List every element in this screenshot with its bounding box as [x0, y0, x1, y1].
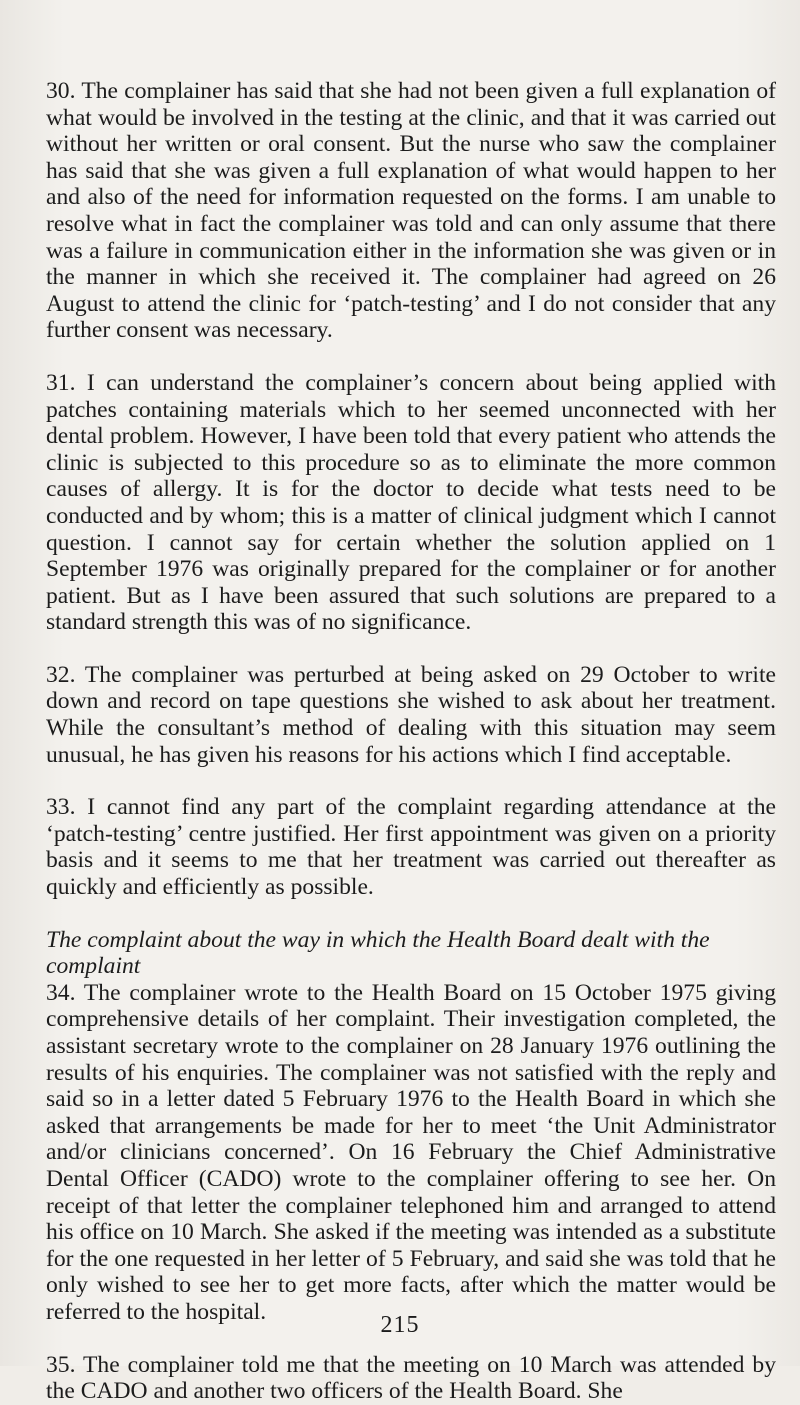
paragraph-33: 33. I cannot find any part of the complaint regarding attendance at the ‘patch-testing’ centre justified. Her first appointment was given on a priority basis and it seems to me that her treatment was carried out thereafter as quickly and efficiently as possible. [46, 794, 776, 901]
page-number: 215 [380, 1312, 420, 1338]
paragraph-32: 32. The complainer was perturbed at being asked on 29 October to write down and record on tape questions she wished to ask about her treatment. While the consultant’s method of dealing with this situation may seem unusual, he has given his reasons for his actions which I find acceptable. [46, 661, 776, 768]
paragraph-gap [46, 636, 776, 662]
section-heading: The complaint about the way in which the Health Board dealt with the complaint [46, 926, 710, 980]
paragraph-34: 34. The complainer wrote to the Health Board on 15 October 1975 giving comprehensive details of her complaint. Their investigation completed, the assistant secretary wrote to the complainer on 28 January 1976 outlining the results of his enquiries. The complainer was not satisfied with the reply and said so in a letter dated 5 February 1976 to the Health Board in which she asked that arrangements be made for her to meet ‘the Unit Administrator and/or clinicians concerned’. On 16 February the Chief Administrative Dental Officer (CADO) wrote to the complainer offering to see her. On receipt of that letter the complainer telephoned him and arranged to attend his office on 10 March. She asked if the meeting was intended as a substitute for the one requested in her letter of 5 February, and said she was told that he only wished to see her to get more facts, after which the matter would be referred to the hospital. [46, 979, 776, 1325]
paragraph-gap [46, 901, 776, 927]
paragraph-gap [46, 768, 776, 794]
paragraph-35: 35. The complainer told me that the meeting on 10 March was attended by the CADO and another two officers of the Health Board. She [46, 1351, 776, 1405]
paragraph-31: 31. I can understand the complainer’s concern about being applied with patches containing materials which to her seemed unconnected with her dental problem. However, I have been told that every patient who attends the clinic is subjected to this procedure so as to eliminate the more common causes of allergy. It is for the doctor to decide what tests need to be conducted and by whom; this is a matter of clinical judgment which I cannot question. I cannot say for certain whether the solution applied on 1 September 1976 was originally prepared for the complainer or for another patient. But as I have been assured that such solutions are prepared to a standard strength this was of no significance. [46, 369, 776, 636]
paragraph-gap [46, 344, 776, 370]
paragraph-30: 30. The complainer has said that she had not been given a full explanation of what would be involved in the testing at the clinic, and that it was carried out without her written or oral consent. But the nurse who saw the complainer has said that she was given a full explanation of what would happen to her and also of the need for information requested on the forms. I am unable to resolve what in fact the complainer was told and can only assume that there was a failure in communication either in the information she was given or in the manner in which she received it. The complainer had agreed on 26 August to attend the clinic for ‘patch-testing’ and I do not consider that any further consent was necessary. [46, 78, 776, 344]
